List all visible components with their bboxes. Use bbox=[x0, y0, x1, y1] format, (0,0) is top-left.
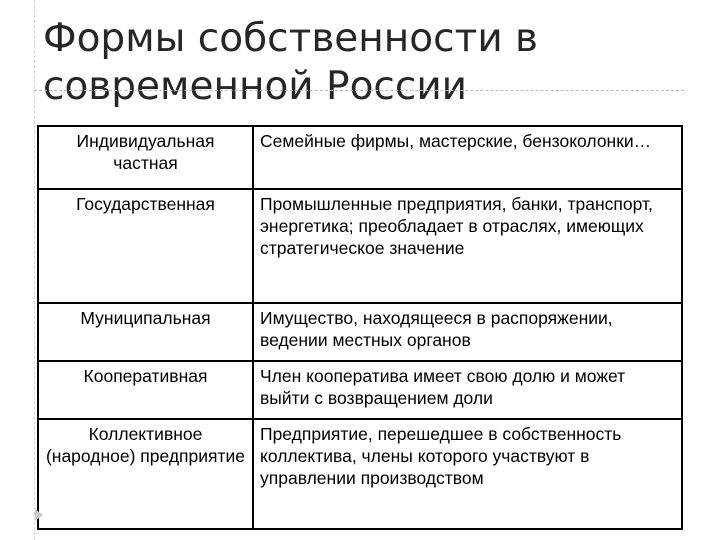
ownership-description-cell: Семейные фирмы, мастерские, бензоколонки… bbox=[253, 126, 682, 189]
ownership-type-cell: Муниципальная bbox=[38, 303, 253, 361]
slide-title bbox=[43, 15, 683, 111]
table-row bbox=[38, 126, 682, 189]
ownership-type-cell: Кооперативная bbox=[38, 361, 253, 419]
table-row bbox=[38, 303, 682, 361]
table-row bbox=[38, 361, 682, 419]
table-row bbox=[38, 189, 682, 303]
ownership-type-cell: Коллективное (народное) предприятие bbox=[38, 419, 253, 529]
ownership-type-cell: Государственная bbox=[38, 189, 253, 303]
ownership-description-cell: Член кооператива имеет свою долю и может выйти с возвращением доли bbox=[253, 361, 682, 419]
slide-title-line-2: современной России bbox=[43, 64, 468, 109]
ownership-type-cell: Индивидуальная частная bbox=[38, 126, 253, 189]
title-divider bbox=[34, 90, 684, 91]
ownership-description-cell: Имущество, находящееся в распоряжении, ведении местных органов bbox=[253, 303, 682, 361]
left-guide-line bbox=[34, 0, 35, 540]
triangle-marker-icon bbox=[35, 509, 43, 521]
ownership-forms-table bbox=[37, 125, 683, 530]
ownership-description-cell: Промышленные предприятия, банки, транспорт, энергетика; преобладает в отраслях, имеющих стратегическое значение bbox=[253, 189, 682, 303]
ownership-description-cell: Предприятие, перешедшее в собственность коллектива, члены которого участвуют в управлении производством bbox=[253, 419, 682, 529]
slide-title-line-1: Формы собственности в bbox=[43, 16, 539, 61]
table-row bbox=[38, 419, 682, 529]
